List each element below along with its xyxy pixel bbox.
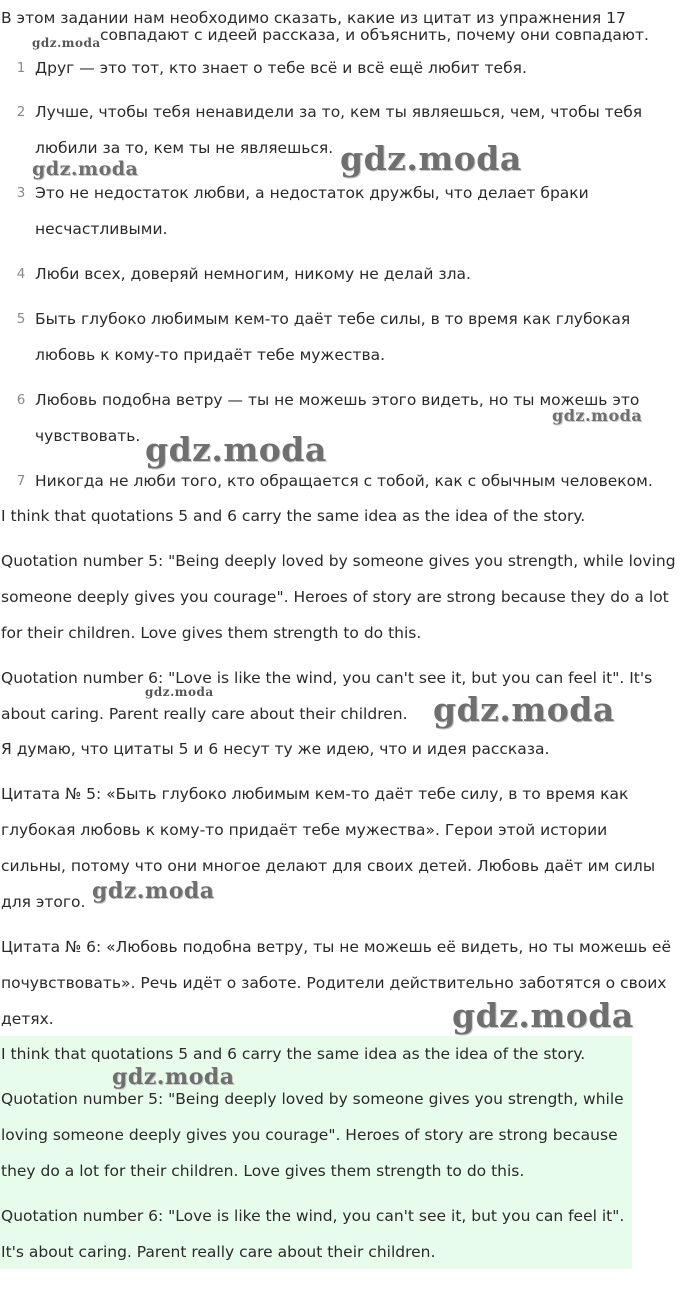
- quotation-number: 6: [16, 392, 26, 408]
- watermark: gdz.moda: [433, 690, 615, 729]
- quotation-number: 7: [16, 473, 26, 489]
- english-answer-paragraph: I think that quotations 5 and 6 carry the same idea as the idea of the story.: [1, 507, 586, 525]
- russian-answer-paragraph: Цитата № 5: «Быть глубоко любимым кем-то даёт тебе силу, в то время как глубокая любовь к кому-то придаёт тебе мужества». Герои этой истории сильны, потому что они многое делают для своих детей. Любовь даёт им силы для этого.: [1, 785, 656, 911]
- watermark: gdz.moda: [552, 406, 643, 425]
- quotation-text: Это не недостаток любви, а недостаток дружбы, что делает браки несчастливыми.: [35, 184, 589, 238]
- quotation-text: Друг — это тот, кто знает о тебе всё и всё ещё любит тебя.: [35, 59, 527, 77]
- watermark: gdz.moda: [452, 996, 634, 1035]
- quotation-text: Никогда не люби того, кто обращается с тобой, как с обычным человеком.: [35, 472, 653, 490]
- watermark: gdz.moda: [112, 1064, 235, 1090]
- quotation-number: 2: [16, 104, 26, 120]
- english-answer-paragraph: Quotation number 6: "Love is like the wind, you can't see it, but you can feel it". It's about caring. Parent really care about their children.: [1, 669, 653, 723]
- russian-answer-paragraph: Я думаю, что цитаты 5 и 6 несут ту же идею, что и идея рассказа.: [1, 740, 550, 758]
- quotation-text: Любовь подобна ветру — ты не можешь этого видеть, но ты можешь это чувствовать.: [35, 391, 640, 445]
- task-intro-cut-text: совпадают с идеей рассказа, и объяснить, почему они совпадают.: [100, 26, 649, 44]
- quotation-number: 3: [16, 185, 26, 201]
- russian-answer-paragraph: Цитата № 6: «Любовь подобна ветру, ты не можешь её видеть, но ты можешь её почувствовать». Речь идёт о заботе. Родители действительно заботятся о своих детях.: [1, 938, 671, 1028]
- highlighted-answer-paragraph: Quotation number 5: "Being deeply loved by someone gives you strength, while loving someone deeply gives you courage". Heroes of story are strong because they do a lot for their children. Love gives them strength to do this.: [1, 1090, 624, 1180]
- highlighted-answer-paragraph: I think that quotations 5 and 6 carry the same idea as the idea of the story.: [1, 1045, 586, 1063]
- watermark: gdz.moda: [32, 36, 101, 50]
- task-intro: В этом задании нам необходимо сказать, какие из цитат из упражнения 17: [1, 9, 626, 27]
- quotation-number: 1: [16, 60, 26, 76]
- watermark: gdz.moda: [145, 685, 214, 699]
- quotation-text: Лучше, чтобы тебя ненавидели за то, кем ты являешься, чем, чтобы тебя любили за то, кем ты не являешься.: [35, 103, 643, 157]
- highlighted-answer-paragraph: Quotation number 6: "Love is like the wind, you can't see it, but you can feel it". It's about caring. Parent really care about their children.: [1, 1207, 625, 1261]
- watermark: gdz.moda: [92, 878, 215, 904]
- english-answer-paragraph: Quotation number 5: "Being deeply loved by someone gives you strength, while loving someone deeply gives you courage". Heroes of story are strong because they do a lot for their children. Love gives them strength to do this.: [1, 552, 676, 642]
- quotation-number: 4: [16, 266, 26, 282]
- quotation-text: Быть глубоко любимым кем-то даёт тебе силы, в то время как глубокая любовь к кому-то придаёт тебе мужества.: [35, 310, 631, 364]
- watermark: gdz.moda: [145, 430, 327, 469]
- watermark: gdz.moda: [32, 158, 139, 180]
- task-intro-cut-line: [100, 26, 649, 44]
- quotation-number: 5: [16, 311, 26, 327]
- quotation-text: Люби всех, доверяй немногим, никому не делай зла.: [35, 265, 471, 283]
- watermark: gdz.moda: [340, 139, 522, 178]
